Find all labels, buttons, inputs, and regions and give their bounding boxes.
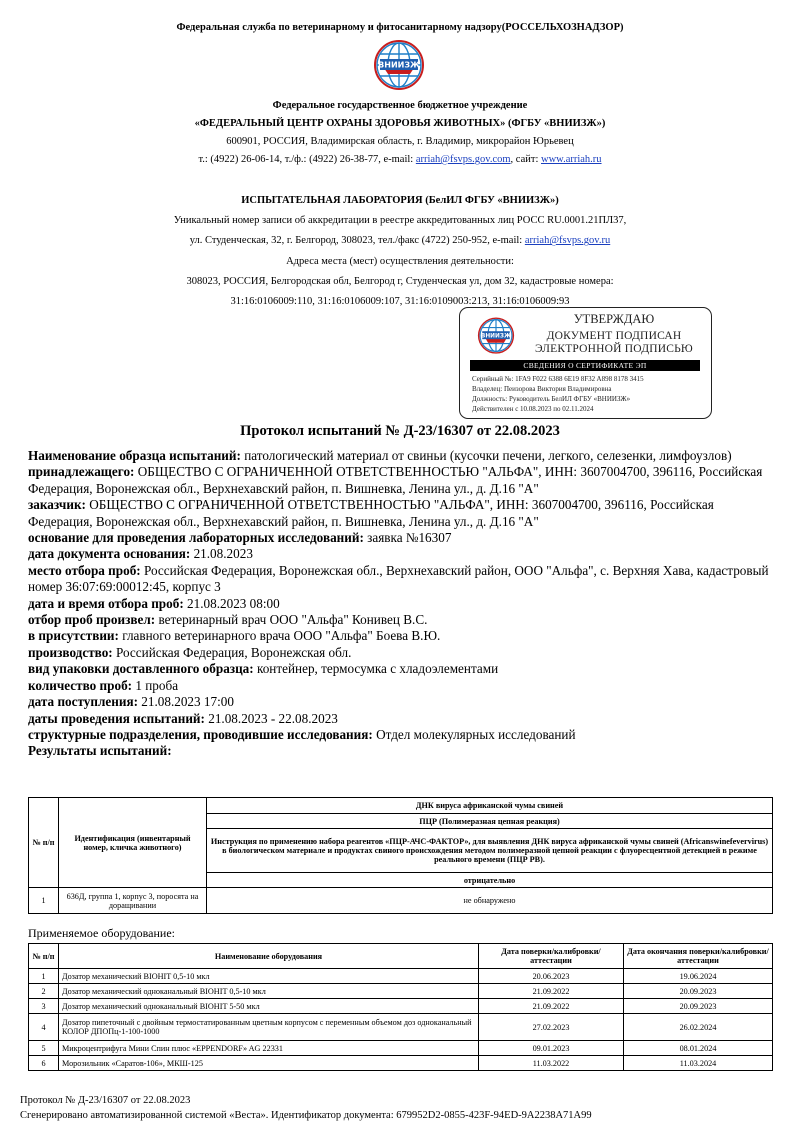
table-row xyxy=(29,1014,773,1041)
stamp-valid: Действителен с 10.08.2023 по 02.11.2024 xyxy=(472,405,594,413)
eq-num: 4 xyxy=(29,1014,59,1041)
table-row xyxy=(29,984,773,999)
results-table xyxy=(28,797,773,914)
lab-places-line1: 308023, РОССИЯ, Белгородская обл, Белгород г, Студенческая ул, дом 32, кадастровые номера: xyxy=(186,275,614,287)
results-row-result: не обнаружено xyxy=(207,888,773,914)
field-basis-date: дата документа основания: 21.08.2023 xyxy=(28,546,253,562)
stamp-approve: УТВЕРЖДАЮ xyxy=(573,312,655,326)
stamp-owner: Владелец: Пеизорова Виктория Владимировна xyxy=(472,385,612,393)
field-sample-count: количество проб: 1 проба xyxy=(28,677,179,693)
table-row xyxy=(29,999,773,1014)
eq-num: 3 xyxy=(29,999,59,1014)
stamp-logo xyxy=(472,316,520,358)
eq-date: 11.03.2022 xyxy=(479,1056,624,1071)
eq-end: 11.03.2024 xyxy=(624,1056,773,1071)
field-owner: принадлежащего: ОБЩЕСТВО С ОГРАНИЧЕННОЙ ОТВЕТСТВЕННОСТЬЮ "АЛЬФА", ИНН: 3607004700, 396116, Российская Федерация, Воронежская обл., Верхнехавский район, п. Вишневка, Ленина ул., д. Д.16 "А" xyxy=(28,464,763,496)
results-col-num: № п/п xyxy=(29,798,59,888)
stamp-logo-text: ВНИИЗЖ xyxy=(480,333,512,340)
protocol-title: Протокол испытаний № Д-23/16307 от 22.08.2023 xyxy=(240,423,560,439)
eq-header-date: Дата поверки/калибровки/аттестации xyxy=(479,944,624,969)
table-row xyxy=(29,888,773,914)
logo-text: ВНИИЗЖ xyxy=(378,60,420,70)
results-col-id: Идентификация (инвентарный номер, кличка животного) xyxy=(59,798,207,888)
e-signature-stamp xyxy=(459,307,712,419)
lab-name: ИСПЫТАТЕЛЬНАЯ ЛАБОРАТОРИЯ (БелИЛ ФГБУ «ВНИИЗЖ») xyxy=(241,195,559,206)
org-address: 600901, РОССИЯ, Владимирская область, г. Владимир, микрорайон Юрьевец xyxy=(226,136,574,147)
stamp-signed-line1: ДОКУМЕНТ ПОДПИСАН xyxy=(546,330,682,342)
results-method: ПЦР (Полимеразная цепная реакция) xyxy=(207,814,773,829)
org-site-link[interactable]: www.arriah.ru xyxy=(541,154,602,165)
field-presence: в присутствии: главного ветеринарного врача ООО "Альфа" Боева В.Ю. xyxy=(28,628,441,644)
agency-name: Федеральная служба по ветеринарному и фитосанитарному надзору(РОССЕЛЬХОЗНАДЗОР) xyxy=(176,22,624,33)
stamp-cert-bar: СВЕДЕНИЯ О СЕРТИФИКАТЕ ЭП xyxy=(470,360,700,371)
results-instruction: Инструкция по применению набора реагентов «ПЦР-АЧС-ФАКТОР», для выявления ДНК вируса африканской чумы свиней (Africanswinefevervirus) в биологическом материале и продуктах свиного происхождения методом полимеразной цепной реакции с флуоресцентной детекцией в режиме реального времени (ПЦР РВ). xyxy=(207,829,773,873)
eq-name: Дозатор пипеточный с двойным термостатированным цветным корпусом с переменным объемом доз одноканальный КОЛОР ДПОПц-1-100-1000 xyxy=(59,1014,479,1041)
results-norm: отрицательно xyxy=(207,873,773,888)
field-received-date: дата поступления: 21.08.2023 17:00 xyxy=(28,694,234,710)
field-sampling-datetime: дата и время отбора проб: 21.08.2023 08:00 xyxy=(28,595,280,611)
vniizh-logo xyxy=(366,38,432,96)
eq-name: Морозильник «Саратов-106», МКШ-125 xyxy=(59,1056,479,1071)
footer-protocol: Протокол № Д-23/16307 от 22.08.2023 xyxy=(20,1095,191,1106)
lab-address xyxy=(0,231,800,251)
results-row-num: 1 xyxy=(29,888,59,914)
stamp-position: Должность: Руководитель БелИЛ ФГБУ «ВНИИЗЖ» xyxy=(472,395,631,403)
org-email-link[interactable]: arriah@fsvps.gov.com xyxy=(415,154,511,165)
lab-email-link[interactable]: arriah@fsvps.gov.ru xyxy=(524,235,611,247)
eq-header-end: Дата окончания поверки/калибровки/аттестации xyxy=(624,944,773,969)
field-results-title: Результаты испытаний: xyxy=(28,743,172,759)
eq-num: 6 xyxy=(29,1056,59,1071)
eq-name: Дозатор механический одноканальный BIOHIT 5-50 мкл xyxy=(59,999,479,1014)
field-customer: заказчик: ОБЩЕСТВО С ОГРАНИЧЕННОЙ ОТВЕТСТВЕННОСТЬЮ "АЛЬФА", ИНН: 3607004700, 396116, Российская Федерация, Воронежская обл., Верхнехавский район, п. Вишневка, Ленина ул., д. Д.16 "А" xyxy=(28,497,714,529)
org-contacts xyxy=(0,151,800,169)
table-row xyxy=(29,1041,773,1056)
eq-end: 26.02.2024 xyxy=(624,1014,773,1041)
eq-date: 27.02.2023 xyxy=(479,1014,624,1041)
field-sample-name: Наименование образца испытаний: патологический материал от свиньи (кусочки печени, легкого, селезенки, лимфоузлов) xyxy=(28,448,732,463)
eq-num: 2 xyxy=(29,984,59,999)
stamp-serial: Серийный №: 1FA9 F022 6388 6E19 8F32 A898 8178 3415 xyxy=(472,375,644,383)
site-prefix: , сайт: xyxy=(510,154,541,165)
footer-generated: Сгенерировано автоматизированной системой «Веста». Идентификатор документа: 679952D2-0855-423F-94ED-9A2238A71A99 xyxy=(20,1110,592,1121)
eq-end: 20.09.2023 xyxy=(624,984,773,999)
eq-num: 5 xyxy=(29,1041,59,1056)
protocol-fields xyxy=(28,448,773,760)
eq-name: Микроцентрифуга Мини Спин плюс «EPPENDORF» AG 22331 xyxy=(59,1041,479,1056)
lab-accreditation: Уникальный номер записи об аккредитации в реестре аккредитованных лиц РОСС RU.0001.21ПЛ37, xyxy=(173,215,627,227)
eq-date: 09.01.2023 xyxy=(479,1041,624,1056)
stamp-signed-line2: ЭЛЕКТРОННОЙ ПОДПИСЬЮ xyxy=(535,343,693,355)
lab-places-title: Адреса места (мест) осуществления деятельности: xyxy=(286,255,514,267)
equipment-table xyxy=(28,943,773,1071)
lab-address-text: ул. Студенческая, 32, г. Белгород, 308023, тел./факс (4722) 250-952, e-mail: xyxy=(189,235,525,247)
stamp-signed xyxy=(524,330,704,356)
contacts-phones: т.: (4922) 26-06-14, т./ф.: (4922) 26-38-77, e-mail: xyxy=(198,154,416,165)
stamp-cert-info xyxy=(472,374,708,414)
results-row-id: 636Д, группа 1, корпус 3, поросята на доращивании xyxy=(59,888,207,914)
eq-end: 08.01.2024 xyxy=(624,1041,773,1056)
page-footer xyxy=(20,1093,592,1123)
org-type: Федеральное государственное бюджетное учреждение xyxy=(272,100,528,111)
org-name: «ФЕДЕРАЛЬНЫЙ ЦЕНТР ОХРАНЫ ЗДОРОВЬЯ ЖИВОТНЫХ» (ФГБУ «ВНИИЗЖ») xyxy=(194,118,606,129)
eq-header-name: Наименование оборудования xyxy=(59,944,479,969)
eq-num: 1 xyxy=(29,969,59,984)
eq-end: 19.06.2024 xyxy=(624,969,773,984)
lab-places-line2: 31:16:0106009:110, 31:16:0106009:107, 31:16:0109003:213, 31:16:0106009:93 xyxy=(230,296,570,308)
eq-date: 20.06.2023 xyxy=(479,969,624,984)
results-indicator: ДНК вируса африканской чумы свиней xyxy=(207,798,773,814)
eq-name: Дозатор механический BIOHIT 0,5-10 мкл xyxy=(59,969,479,984)
field-departments: структурные подразделения, проводившие исследования: Отдел молекулярных исследований xyxy=(28,726,576,742)
field-production: производство: Российская Федерация, Воронежская обл. xyxy=(28,644,352,660)
table-row xyxy=(29,1056,773,1071)
eq-header-num: № п/п xyxy=(29,944,59,969)
field-packaging: вид упаковки доставленного образца: контейнер, термосумка с хладоэлементами xyxy=(28,661,499,677)
equipment-label: Применяемое оборудование: xyxy=(28,926,175,940)
table-row xyxy=(29,969,773,984)
eq-date: 21.09.2022 xyxy=(479,984,624,999)
eq-end: 20.09.2023 xyxy=(624,999,773,1014)
field-sampling-place: место отбора проб: Российская Федерация, Воронежская обл., Верхнехавский район, ООО "Альфа", с. Верхняя Хава, кадастровый номер 36:07:69:00012:45, корпус 3 xyxy=(28,562,769,595)
field-test-dates: даты проведения испытаний: 21.08.2023 - 22.08.2023 xyxy=(28,710,338,726)
field-basis: основание для проведения лабораторных исследований: заявка №16307 xyxy=(28,530,452,546)
eq-date: 21.09.2022 xyxy=(479,999,624,1014)
field-sampler: отбор проб произвел: ветеринарный врач ООО "Альфа" Конивец В.С. xyxy=(28,612,428,628)
eq-name: Дозатор механический одноканальный BIOHIT 0,5-10 мкл xyxy=(59,984,479,999)
